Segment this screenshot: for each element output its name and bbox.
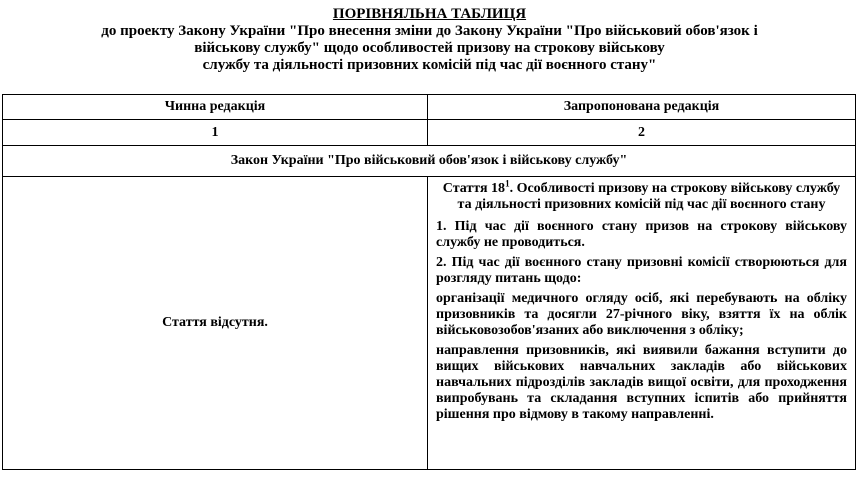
article-paragraph: направлення призовників, які виявили бажання вступити до вищих військових навчальних закладів або військових навчальних підрозділів закладів вищої освіти, для проходження випробувань та складання вступних іспитів або прийняття рішення про відмову в такому направленні. [436,343,847,422]
column-number-2: 2 [428,120,856,146]
document-subtitle-line-1: до проекту Закону України "Про внесення зміни до Закону України "Про військовий обов'язок і [101,23,758,39]
document-header [0,6,859,74]
article-title [436,178,847,213]
document-subtitle-line-3: службу та діяльності призовних комісій під час дії воєнного стану" [202,57,657,73]
article-title-prefix: Стаття 18 [442,181,506,196]
law-title-row [3,146,856,177]
current-version-header: Чинна редакція [3,95,428,120]
document-subtitle-line-2: військову службу" щодо особливостей призову на строкову військову [194,40,665,56]
column-number-row [3,120,856,146]
current-version-cell: Стаття відсутня. [3,177,428,470]
column-number-1: 1 [3,120,428,146]
proposed-version-header: Запропонована редакція [428,95,856,120]
article-title-rest: . Особливості призову на строкову військову службу та діяльності призовних комісій під час дії воєнного стану [457,181,841,212]
proposed-version-cell [428,177,856,470]
article-paragraph: організації медичного огляду осіб, які перебувають на обліку призовників та досягли 27-річного віку, взяття їх на облік військовозобов'язаних або виключення з обліку; [436,291,847,338]
article-paragraph: 1. Під час дії воєнного стану призов на строкову військову службу не проводиться. [436,219,847,250]
comparison-table [2,94,856,470]
article-title-superscript: 1 [505,178,510,189]
law-title: Закон України "Про військовий обов'язок і військову службу" [3,146,856,177]
article-paragraph: 2. Під час дії воєнного стану призовні комісії створюються для розгляду питань щодо: [436,255,847,286]
document-title: ПОРІВНЯЛЬНА ТАБЛИЦЯ [332,6,527,22]
table-header-row [3,95,856,120]
table-row [3,177,856,470]
